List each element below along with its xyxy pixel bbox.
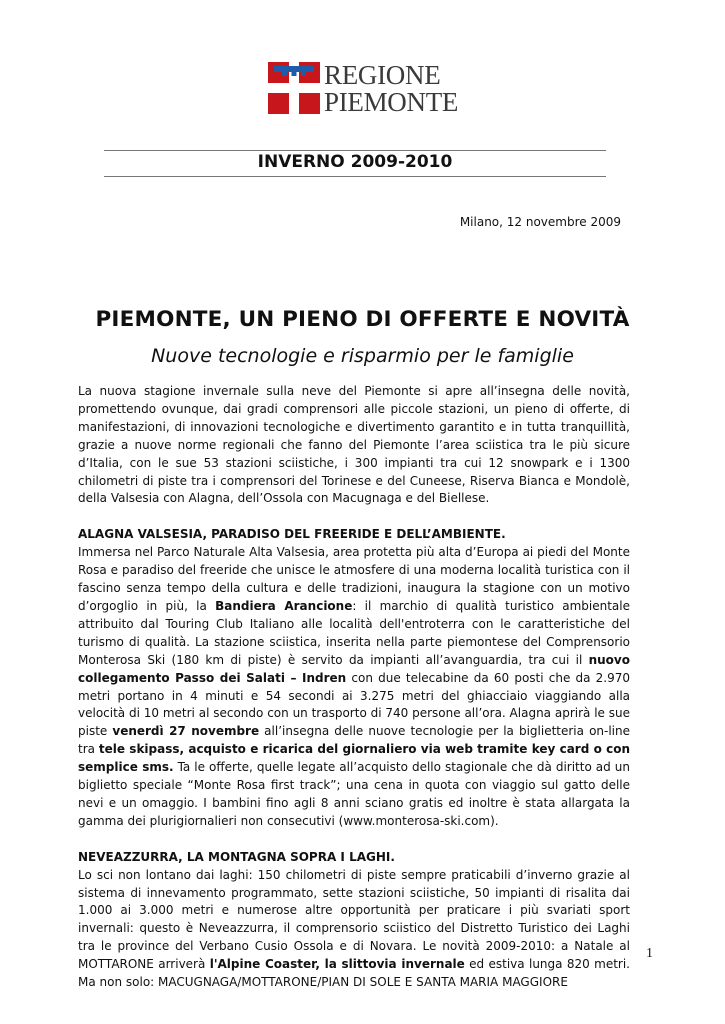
bold-text: tele skipass, acquisto e ricarica del giornaliero via web tramite key card o con semplice sms. — [78, 742, 630, 775]
section-alagna — [78, 526, 630, 830]
bold-text: nuovo collegamento Passo dei Salati – Indren — [78, 652, 630, 685]
bold-text: l'Alpine Coaster, la slittovia invernale — [209, 957, 465, 972]
document-body — [78, 383, 630, 992]
intro-paragraph: La nuova stagione invernale sulla neve del Piemonte si apre all’insegna delle novità, promettendo ovunque, dai gradi comprensori alle piccole stazioni, un pieno di offerte, di manifestazioni, di innovazioni tecnologiche e divertimento garantito e in tutta tranquillità, grazie a nuove norme regionali che fanno del Piemonte l’area sciistica tra le più sicure d’Italia, con le sue 53 stazioni sciistiche, i 300 impianti tra cui 12 snowpark e i 1300 chilometri di piste tra i comprensori del Torinese e del Cuneese, Riserva Bianca e Mondolè, della Valsesia con Alagna, dell’Ossola con Macugnaga e del Biellese. — [78, 384, 630, 506]
piemonte-emblem-icon — [268, 62, 320, 114]
logo-text-line2: PIEMONTE — [324, 87, 459, 117]
document-date: Milano, 12 novembre 2009 — [459, 215, 621, 229]
bold-text: Bandiera Arancione — [215, 598, 353, 613]
page-number: 1 — [646, 946, 653, 961]
section-neveazzurra — [78, 849, 630, 992]
paragraph-text: con due telecabine da 60 posti che da 2.970 metri portano in 4 minuti e 54 secondi ai 3.275 metri del ghiacciaio viaggiando alla velocità di 10 metri al secondo con un trasporto di 740 persone all’ora. Alagna aprirà le sue piste — [78, 670, 631, 739]
paragraph-text: Lo sci non lontano dai laghi: 150 chilometri di piste sempre praticabili d’inverno grazie al sistema di innevamento programmato, sette stazioni sciistiche, 50 impianti di risalita dai 1.000 ai 3.000 metri e numerose altre opportunità per praticare i più svariati sport invernali: questo è Neveazzurra, il comprensorio sciistico del Distretto Turistico dei Laghi tra le province del Verbano Cusio Ossola e di Novara. Le novità 2009-2010: a Natale al MOTTARONE arriverà — [78, 867, 630, 972]
paragraph-text: Immersa nel Parco Naturale Alta Valsesia, area protetta più alta d’Europa ai piedi del Monte Rosa e paradiso del freeride che unisce le atmosfere di una moderna località turistica con il fascino senza tempo della cultura e delle tradizioni, inaugura la stagione con un motivo d’orgoglio in più, la — [78, 545, 630, 613]
paragraph-text: ed estiva lunga 820 metri. Ma non solo: MACUGNAGA/MOTTARONE/PIAN DI SOLE E SANTA MARIA MAGGIORE — [78, 957, 630, 990]
paragraph-text: : il marchio di qualità turistico ambientale attribuito dal Touring Club Italiano alle località dell'entroterra con le caratteristiche del turismo di qualità. La stazione sciistica, inserita nella parte piemontese del Comprensorio Monterosa Ski (180 km di piste) è servito da impianti all’avanguardia, tra cui il — [78, 598, 630, 667]
document-subtitle: Nuove tecnologie e risparmio per le famiglie — [151, 345, 574, 367]
header-top-rule — [104, 150, 606, 151]
paragraph-text: all’insegna delle nuove tecnologie per la biglietteria on-line tra — [78, 724, 630, 757]
logo-text-line1: REGIONE — [324, 60, 441, 90]
season-header: INVERNO 2009-2010 — [257, 152, 453, 172]
regione-piemonte-logo — [268, 60, 459, 117]
document-title: PIEMONTE, UN PIENO DI OFFERTE E NOVITÀ — [95, 307, 630, 332]
paragraph-text: Ta le offerte, quelle legate all’acquisto dello stagionale che dà diritto ad un biglietto speciale “Monte Rosa first track”; una cena in quota con viaggio sul gatto delle nevi e un omaggio. I bambini fino agli 8 anni sciano gratis ed inoltre è stata allargata la gamma dei plurigiornalieri non consecutivi (www.monterosa-ski.com). — [78, 760, 630, 828]
header-bottom-rule — [104, 176, 606, 177]
section-heading: ALAGNA VALSESIA, PARADISO DEL FREERIDE E DELL’AMBIENTE. — [78, 527, 506, 542]
bold-text: venerdì 27 novembre — [112, 724, 260, 739]
section-heading: NEVEAZZURRA, LA MONTAGNA SOPRA I LAGHI. — [78, 849, 395, 864]
